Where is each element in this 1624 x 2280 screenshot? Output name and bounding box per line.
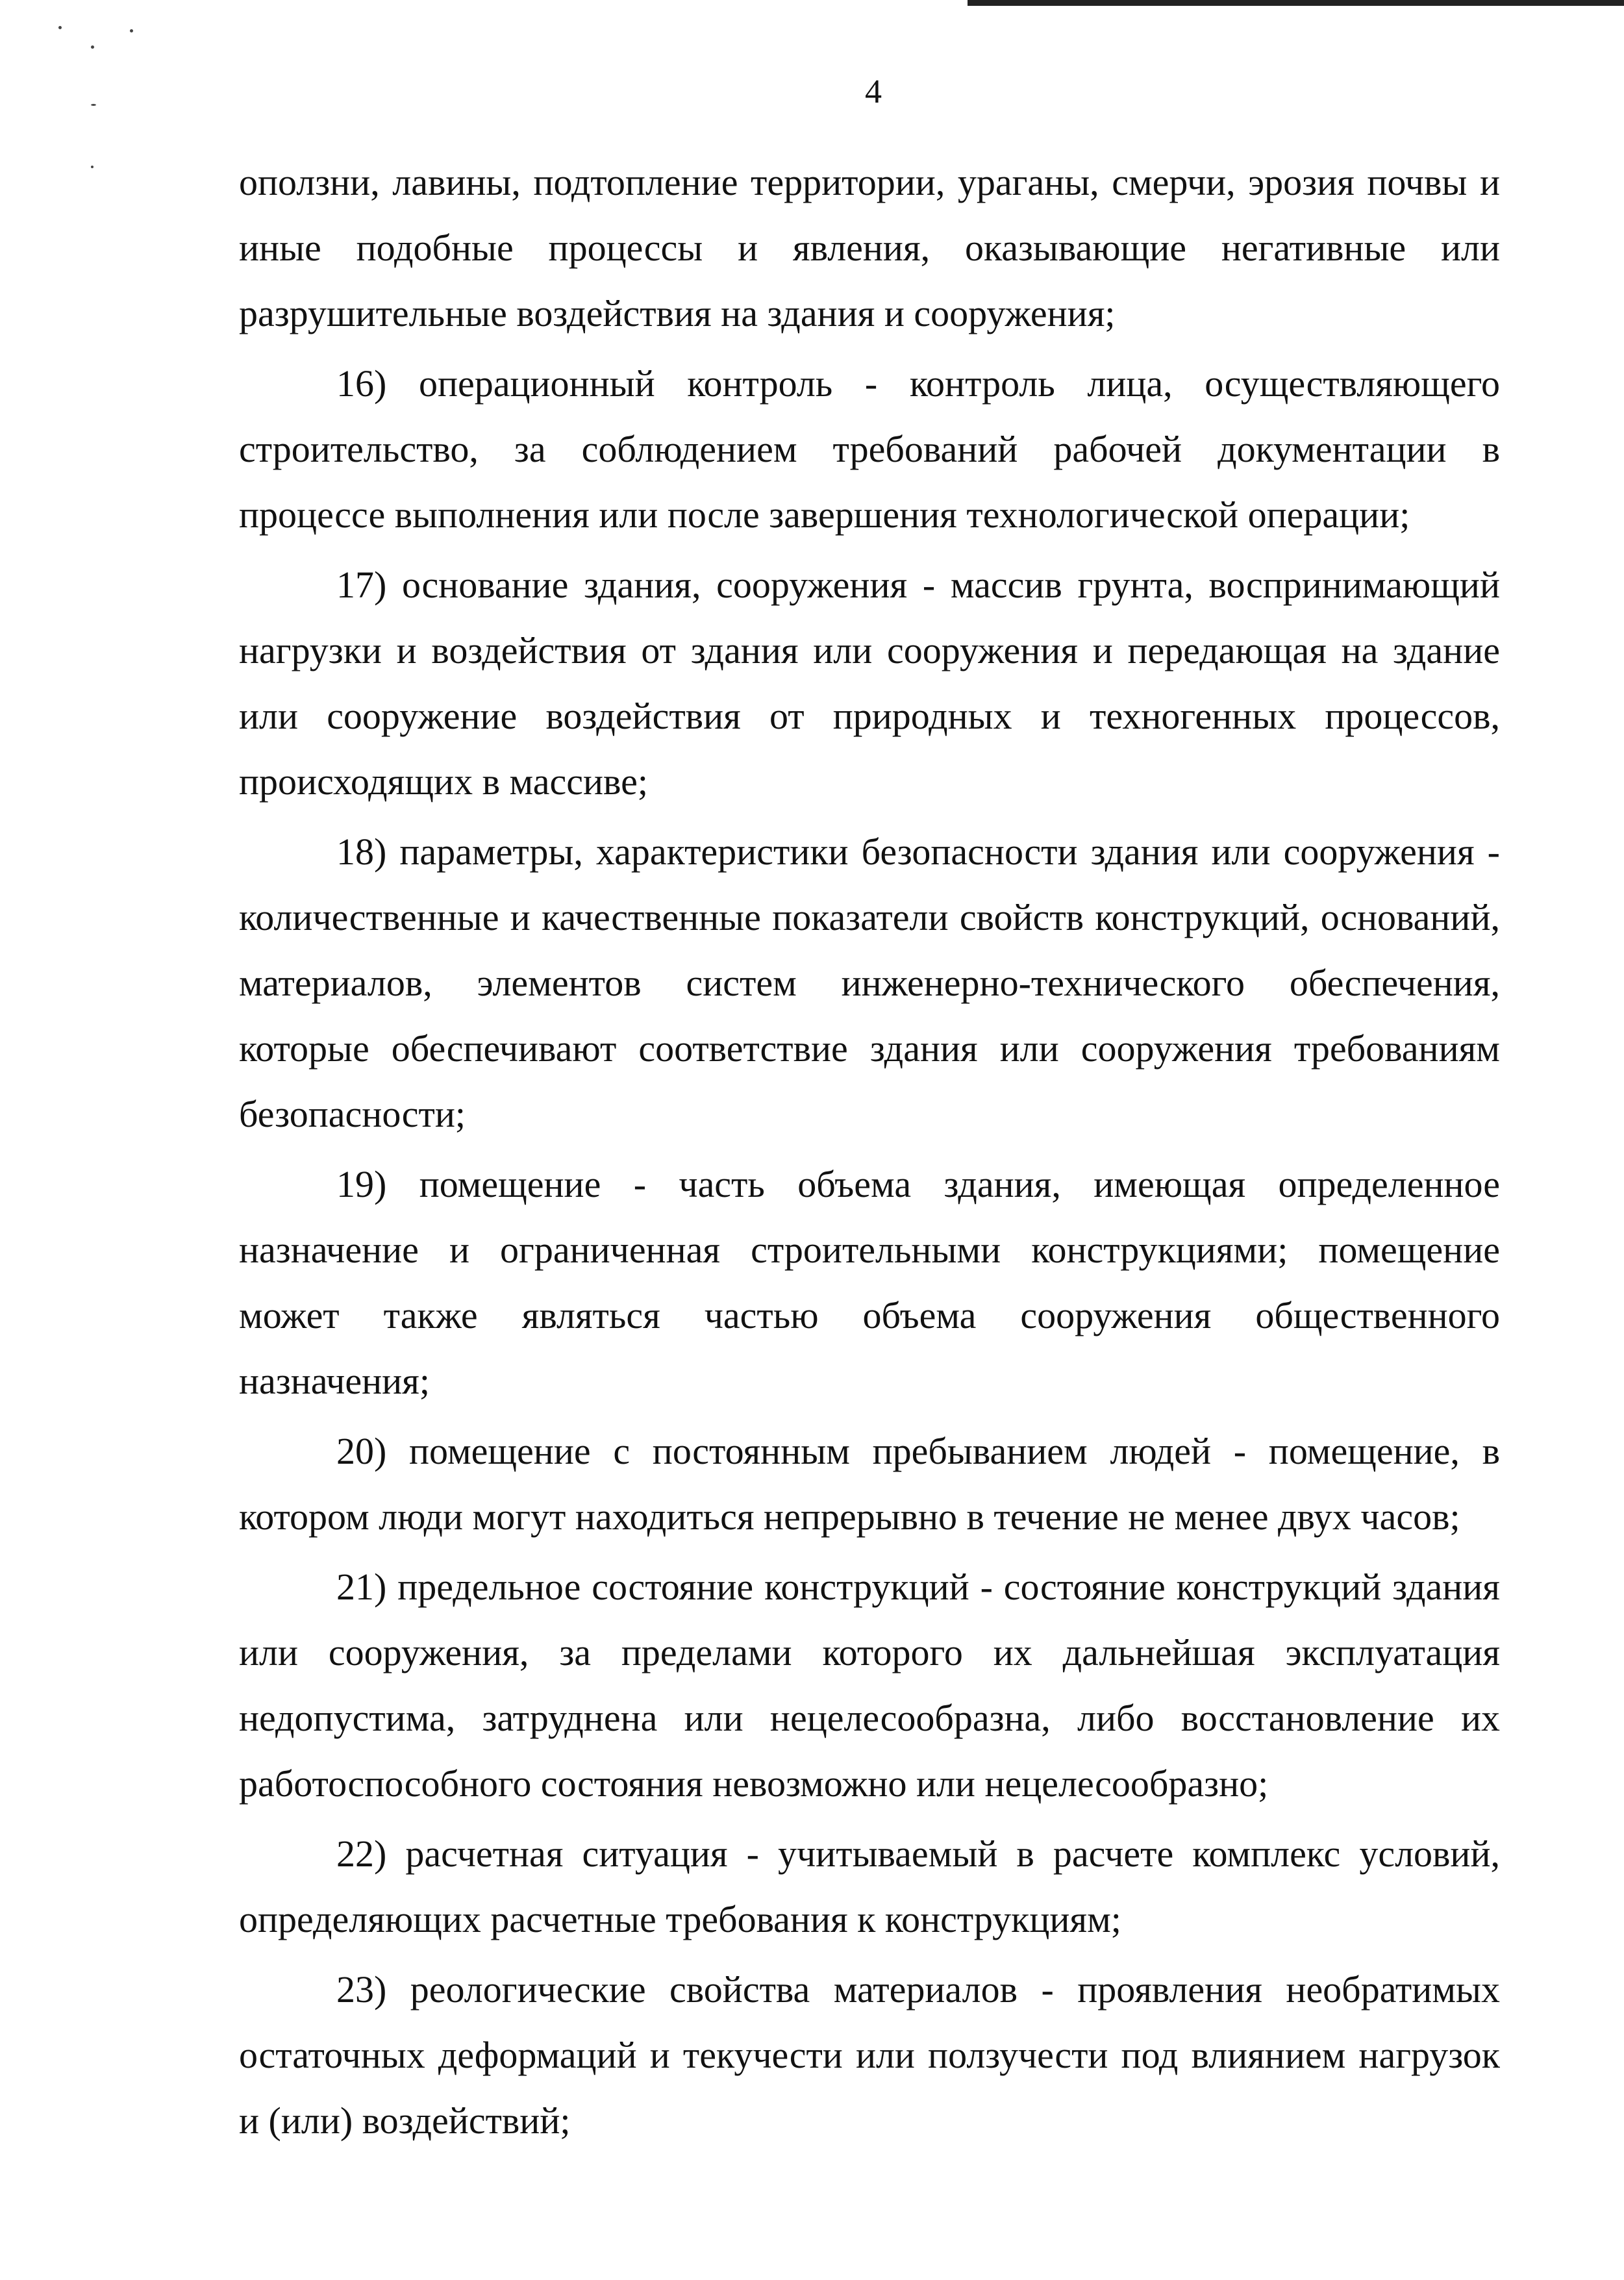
text-line: остаточных деформаций и текучести или ползучести под влиянием нагрузок — [239, 2034, 1500, 2076]
text-line: 23) реологические свойства материалов - проявления необратимых — [336, 1968, 1500, 2011]
scan-speck — [91, 166, 94, 168]
text-line: работоспособного состояния невозможно или нецелесообразно; — [239, 1762, 1269, 1805]
text-line: котором люди могут находиться непрерывно в течение не менее двух часов; — [239, 1496, 1460, 1538]
text-line: происходящих в массиве; — [239, 760, 648, 803]
text-line: иные подобные процессы и явления, оказывающие негативные или — [239, 227, 1500, 269]
paragraph — [239, 1554, 1500, 1816]
text-line: разрушительные воздействия на здания и сооружения; — [239, 292, 1116, 334]
text-line: назначения; — [239, 1360, 430, 1402]
scan-speck — [91, 45, 94, 49]
text-line: 21) предельное состояние конструкций - состояние конструкций здания — [336, 1566, 1500, 1608]
text-line: процессе выполнения или после завершения технологической операции; — [239, 494, 1410, 536]
text-line: может также являться частью объема сооружения общественного — [239, 1294, 1500, 1336]
paragraph — [239, 149, 1500, 346]
text-line: или сооружение воздействия от природных и техногенных процессов, — [239, 695, 1500, 737]
text-line: безопасности; — [239, 1093, 466, 1135]
text-line: определяющих расчетные требования к конструкциям; — [239, 1898, 1121, 1940]
text-line: 20) помещение с постоянным пребыванием людей - помещение, в — [336, 1430, 1500, 1472]
text-line: оползни, лавины, подтопление территории, ураганы, смерчи, эрозия почвы и — [239, 161, 1500, 203]
paragraph — [239, 819, 1500, 1147]
paragraph — [239, 1418, 1500, 1549]
scan-edge-line — [968, 0, 1624, 6]
paragraph — [239, 1821, 1500, 1952]
paragraph — [239, 351, 1500, 547]
scan-speck — [91, 104, 96, 106]
document-body — [239, 149, 1500, 2158]
paragraph — [239, 1151, 1500, 1414]
page-number: 4 — [865, 73, 882, 110]
paragraph — [239, 1957, 1500, 2153]
text-line: 22) расчетная ситуация - учитываемый в расчете комплекс условий, — [336, 1833, 1500, 1875]
text-line: 16) операционный контроль - контроль лица, осуществляющего — [336, 362, 1500, 405]
text-line: или сооружения, за пределами которого их дальнейшая эксплуатация — [239, 1631, 1500, 1673]
text-line: количественные и качественные показатели свойств конструкций, оснований, — [239, 896, 1500, 938]
scan-speck — [130, 29, 133, 32]
text-line: назначение и ограниченная строительными конструкциями; помещение — [239, 1229, 1500, 1271]
text-line: 18) параметры, характеристики безопасности здания или сооружения - — [336, 831, 1500, 873]
text-line: 17) основание здания, сооружения - массив грунта, воспринимающий — [336, 564, 1500, 606]
text-line: и (или) воздействий; — [239, 2099, 571, 2142]
scan-speck — [58, 26, 62, 29]
text-line: нагрузки и воздействия от здания или сооружения и передающая на здание — [239, 629, 1500, 671]
text-line: материалов, элементов систем инженерно-технического обеспечения, — [239, 962, 1500, 1004]
text-line: 19) помещение - часть объема здания, имеющая определенное — [336, 1163, 1500, 1205]
text-line: строительство, за соблюдением требований рабочей документации в — [239, 428, 1500, 470]
text-line: которые обеспечивают соответствие здания или сооружения требованиям — [239, 1027, 1500, 1070]
paragraph — [239, 552, 1500, 814]
text-line: недопустима, затруднена или нецелесообразна, либо восстановление их — [239, 1697, 1500, 1739]
